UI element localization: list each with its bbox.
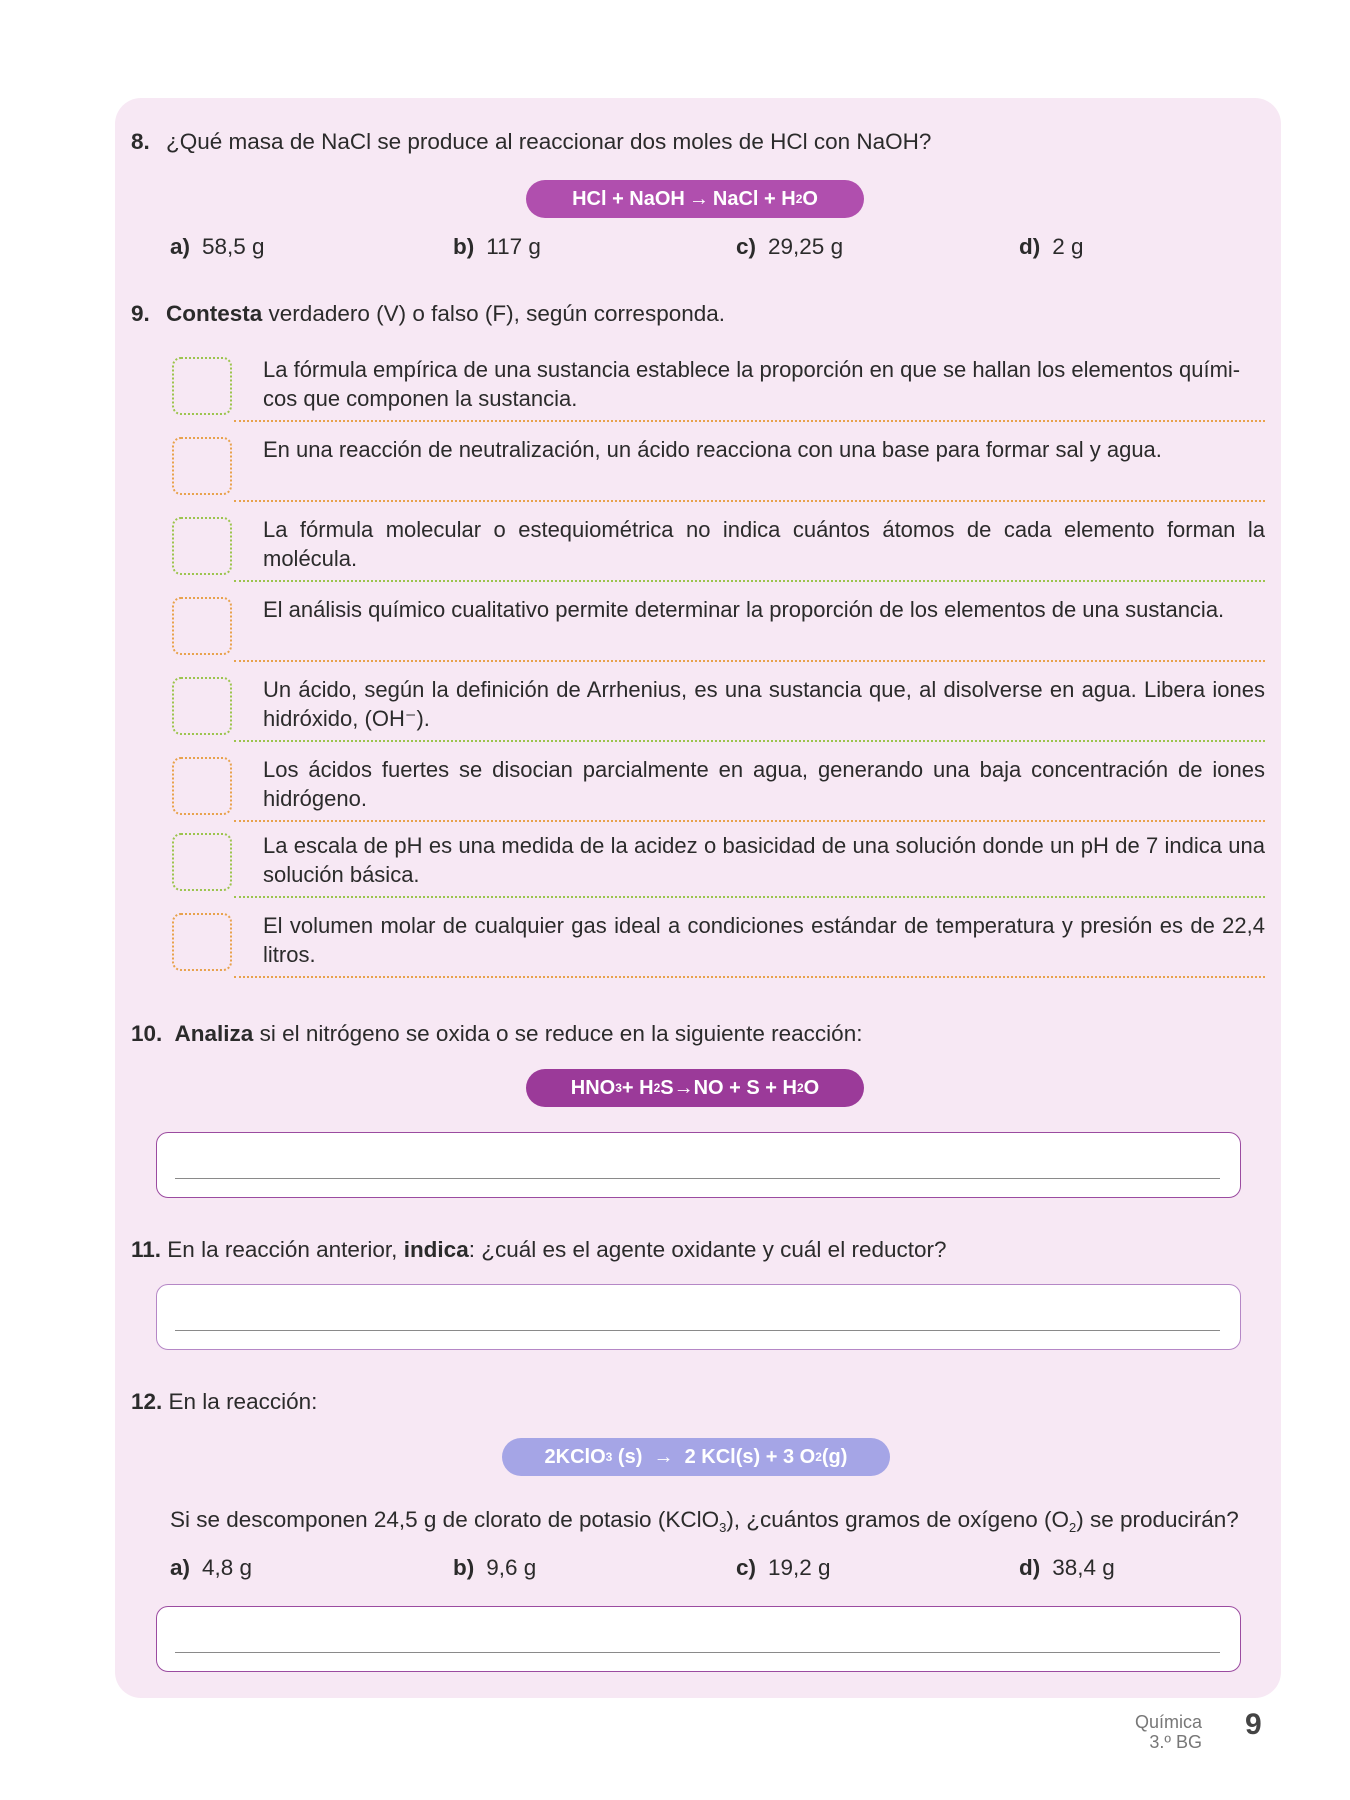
question-number: 10. — [131, 1021, 163, 1046]
question-text: si el nitrógeno se oxida o se reduce en la siguiente reacción: — [253, 1021, 863, 1046]
tf-answer-box[interactable] — [172, 913, 232, 971]
question-8 — [131, 128, 931, 156]
tf-answer-box[interactable] — [172, 677, 232, 735]
option-b[interactable]: b) 9,6 g — [453, 1555, 537, 1580]
equation-pill-q10: HNO 3 + H 2 S → NO + S + H 2 O — [526, 1069, 864, 1107]
question-9 — [131, 300, 725, 328]
equation-pill-q8: HCl + NaOH → NaCl + H 2 O — [526, 180, 864, 218]
tf-answer-box[interactable] — [172, 597, 232, 655]
option-c[interactable]: c) 29,25 g — [736, 234, 844, 259]
answer-box-q12[interactable] — [156, 1606, 1241, 1672]
question-12-prompt: Si se descomponen 24,5 g de clorato de potasio (KClO$_3$), ¿cuántos gramos de oxígeno $(O_2)$ se producirán? — [170, 1507, 1239, 1535]
answer-box-q10[interactable] — [156, 1132, 1241, 1198]
option-d[interactable]: d) 2 g — [1019, 234, 1084, 259]
option-c[interactable]: c) 19,2 g — [736, 1555, 831, 1580]
question-keyword: indica — [403, 1237, 469, 1262]
question-11: 11. En la reacción anterior, indica: ¿cuál es el agente oxidante y cuál el reductor? — [131, 1237, 947, 1262]
option-b[interactable]: b) 117 g — [453, 234, 541, 259]
question-number: 11. — [131, 1237, 162, 1262]
question-number: 9. — [131, 301, 150, 326]
tf-answer-box[interactable] — [172, 757, 232, 815]
tf-statement: El volumen molar de cualquier gas ideal a condiciones estándar de temperatura y presión es de 22,4 litros. — [170, 908, 1265, 982]
tf-statement: La escala de pH es una medida de la acidez o basicidad de una solución donde un pH de 7 indica una solución básica. — [170, 828, 1265, 902]
option-a[interactable]: a) 4,8 g — [170, 1555, 253, 1580]
question-10 — [131, 1020, 862, 1048]
question-keyword: Analiza — [174, 1021, 254, 1046]
tf-statement: La fórmula empírica de una sustancia establece la proporción en que se hallan los elementos quími-cos que componen la sustancia. — [170, 352, 1265, 426]
question-text: En la reacción: — [162, 1389, 318, 1414]
page-number: 9 — [1245, 1708, 1262, 1741]
tf-answer-box[interactable] — [172, 833, 232, 891]
question-text: verdadero (V) o falso (F), según corresponda. — [262, 301, 726, 326]
tf-statement: En una reacción de neutralización, un ácido reacciona con una base para formar sal y agua. — [170, 432, 1265, 506]
question-text: : ¿cuál es el agente oxidante y cuál el reductor? — [468, 1237, 947, 1262]
question-number: 12. — [131, 1389, 163, 1414]
tf-statement: Los ácidos fuertes se disocian parcialmente en agua, generando una baja concentración de iones hidrógeno. — [170, 752, 1265, 826]
question-keyword: Contesta — [166, 301, 263, 326]
tf-statement: Un ácido, según la definición de Arrhenius, es una sustancia que, al disolverse en agua. Libera iones hidróxido, (OH⁻). — [170, 672, 1265, 746]
tf-answer-box[interactable] — [172, 437, 232, 495]
answer-box-q11[interactable] — [156, 1284, 1241, 1350]
question-12 — [131, 1388, 317, 1416]
equation-pill-q12: 2KClO 3 (s) → 2 KCl(s) + 3 O 2 (g) — [502, 1438, 890, 1476]
question-number: 8. — [131, 129, 150, 154]
option-a[interactable]: a) 58,5 g — [170, 234, 265, 259]
tf-statement: El análisis químico cualitativo permite determinar la proporción de los elementos de una sustancia. — [170, 592, 1265, 666]
question-text: ¿Qué masa de NaCl se produce al reaccionar dos moles de HCl con NaOH? — [166, 129, 932, 154]
tf-statement: La fórmula molecular o estequiométrica no indica cuántos átomos de cada elemento forman la molécula. — [170, 512, 1265, 586]
tf-answer-box[interactable] — [172, 357, 232, 415]
option-d[interactable]: d) 38,4 g — [1019, 1555, 1115, 1580]
tf-answer-box[interactable] — [172, 517, 232, 575]
footer-subject: Química 3.º BG — [1134, 1712, 1202, 1752]
